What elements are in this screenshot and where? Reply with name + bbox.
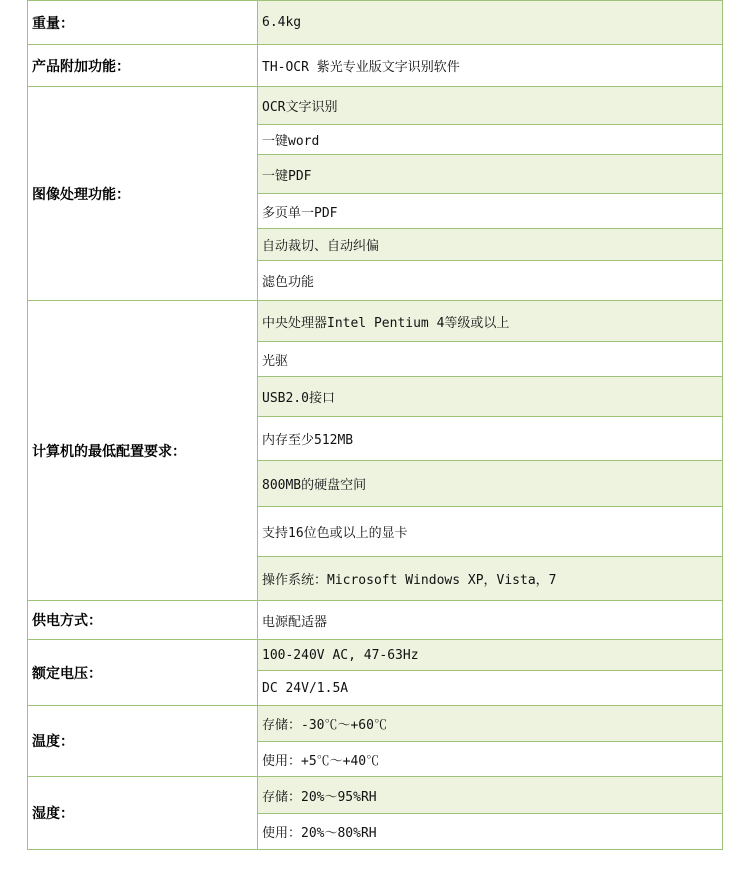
value-image-processing-4: 多页单一PDF <box>258 194 723 229</box>
label-humidity: 湿度： <box>28 777 258 850</box>
value-rated-voltage-2: DC 24V/1.5A <box>258 671 723 706</box>
table-row <box>28 1 723 45</box>
table-row <box>28 87 723 125</box>
value-min-requirements-4: 内存至少512MB <box>258 417 723 461</box>
table-row <box>28 777 723 814</box>
label-image-processing: 图像处理功能： <box>28 87 258 301</box>
value-humidity-1: 存储：20%～95%RH <box>258 777 723 814</box>
label-rated-voltage: 额定电压： <box>28 640 258 706</box>
value-image-processing-1: OCR文字识别 <box>258 87 723 125</box>
value-temperature-2: 使用：+5℃～+40℃ <box>258 742 723 777</box>
value-min-requirements-7: 操作系统：Microsoft Windows XP，Vista，7 <box>258 557 723 601</box>
value-min-requirements-1: 中央处理器Intel Pentium 4等级或以上 <box>258 301 723 342</box>
value-min-requirements-5: 800MB的硬盘空间 <box>258 461 723 507</box>
label-min-requirements: 计算机的最低配置要求： <box>28 301 258 601</box>
table-row <box>28 601 723 640</box>
spec-table <box>27 0 723 850</box>
value-min-requirements-6: 支持16位色或以上的显卡 <box>258 507 723 557</box>
value-min-requirements-2: 光驱 <box>258 342 723 377</box>
value-min-requirements-3: USB2.0接口 <box>258 377 723 417</box>
label-weight: 重量： <box>28 1 258 45</box>
value-image-processing-6: 滤色功能 <box>258 261 723 301</box>
table-row <box>28 45 723 87</box>
value-rated-voltage-1: 100-240V AC, 47-63Hz <box>258 640 723 671</box>
value-temperature-1: 存储：-30℃～+60℃ <box>258 706 723 742</box>
value-image-processing-5: 自动裁切、自动纠偏 <box>258 229 723 261</box>
label-extra-features: 产品附加功能： <box>28 45 258 87</box>
value-image-processing-2: 一键word <box>258 125 723 155</box>
label-power-supply: 供电方式： <box>28 601 258 640</box>
value-power-supply: 电源配适器 <box>258 601 723 640</box>
value-extra-features: TH-OCR 紫光专业版文字识别软件 <box>258 45 723 87</box>
label-temperature: 温度： <box>28 706 258 777</box>
value-humidity-2: 使用：20%～80%RH <box>258 814 723 850</box>
value-image-processing-3: 一键PDF <box>258 155 723 194</box>
table-row <box>28 640 723 671</box>
value-weight: 6.4kg <box>258 1 723 45</box>
table-row <box>28 706 723 742</box>
table-row <box>28 301 723 342</box>
